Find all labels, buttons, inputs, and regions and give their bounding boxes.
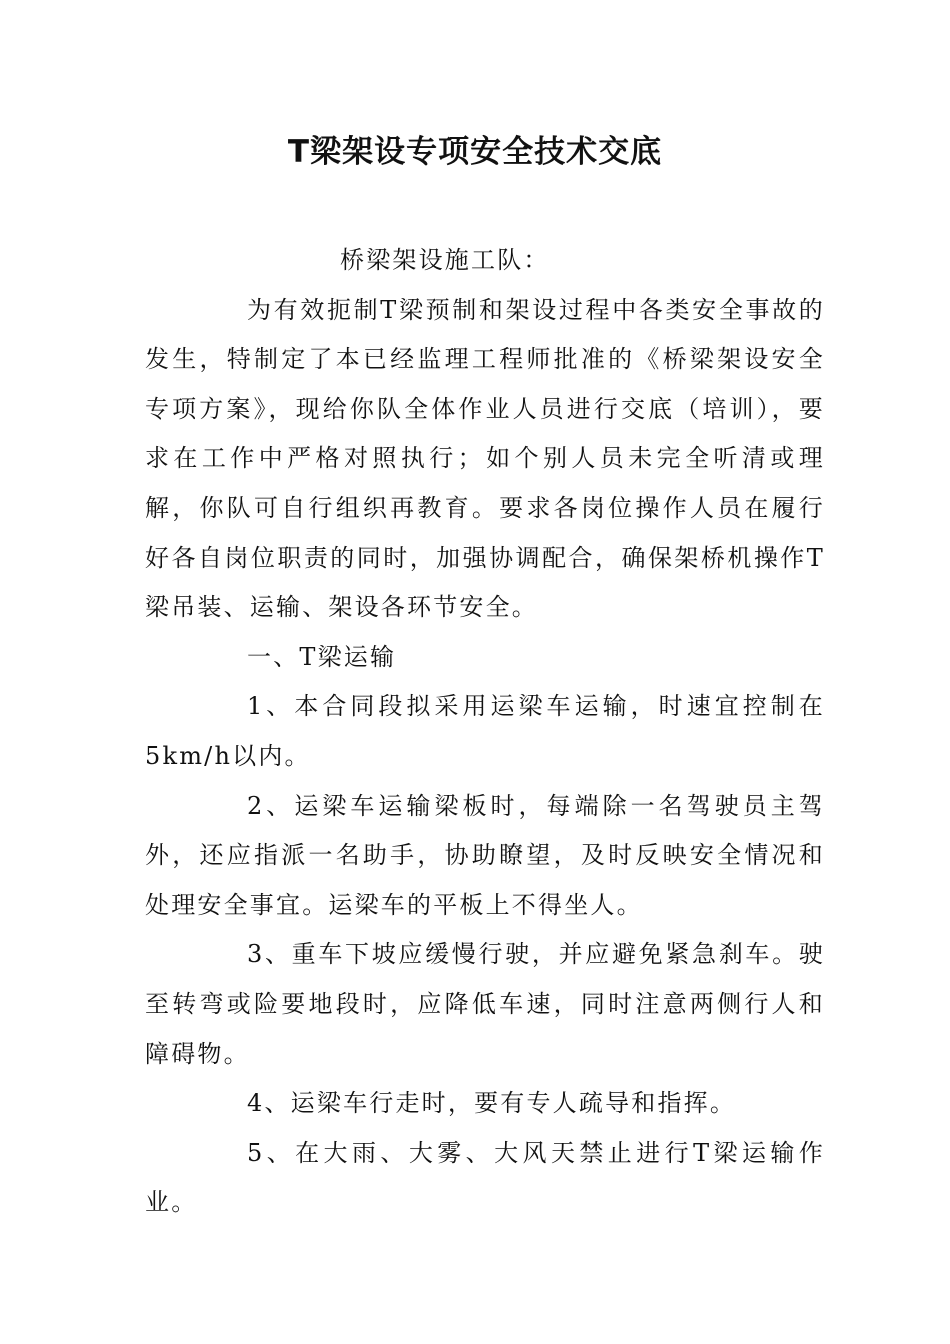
list-item: 1、本合同段拟采用运梁车运输，时速宜控制在5km/h以内。 [145,692,825,770]
section-heading: 一、T梁运输 [247,642,397,671]
list-item: 2、运梁车运输梁板时，每端除一名驾驶员主驾外，还应指派一名助手，协助瞭望，及时反映安全情况和处理安全事宜。运梁车的平板上不得坐人。 [145,791,825,919]
document-body [145,236,825,1228]
intro-paragraph: 为有效扼制T梁预制和架设过程中各类安全事故的发生，特制定了本已经监理工程师批准的《桥梁架设安全专项方案》，现给你队全体作业人员进行交底（培训），要求在工作中严格对照执行；如个别人员未完全听清或理解，你队可自行组织再教育。要求各岗位操作人员在履行好各自岗位职责的同时，加强协调配合，确保架桥机操作T梁吊装、运输、架设各环节安全。 [145,295,825,622]
list-item: 5、在大雨、大雾、大风天禁止进行T梁运输作业。 [145,1138,825,1217]
salutation: 桥梁架设施工队： [340,246,550,274]
document-title: T梁架设专项安全技术交底 [287,134,663,170]
list-item: 3、重车下坡应缓慢行驶，并应避免紧急刹车。驶至转弯或险要地段时，应降低车速，同时注意两侧行人和障碍物。 [145,940,825,1068]
list-item: 4、运梁车行走时，要有专人疏导和指挥。 [247,1089,737,1118]
